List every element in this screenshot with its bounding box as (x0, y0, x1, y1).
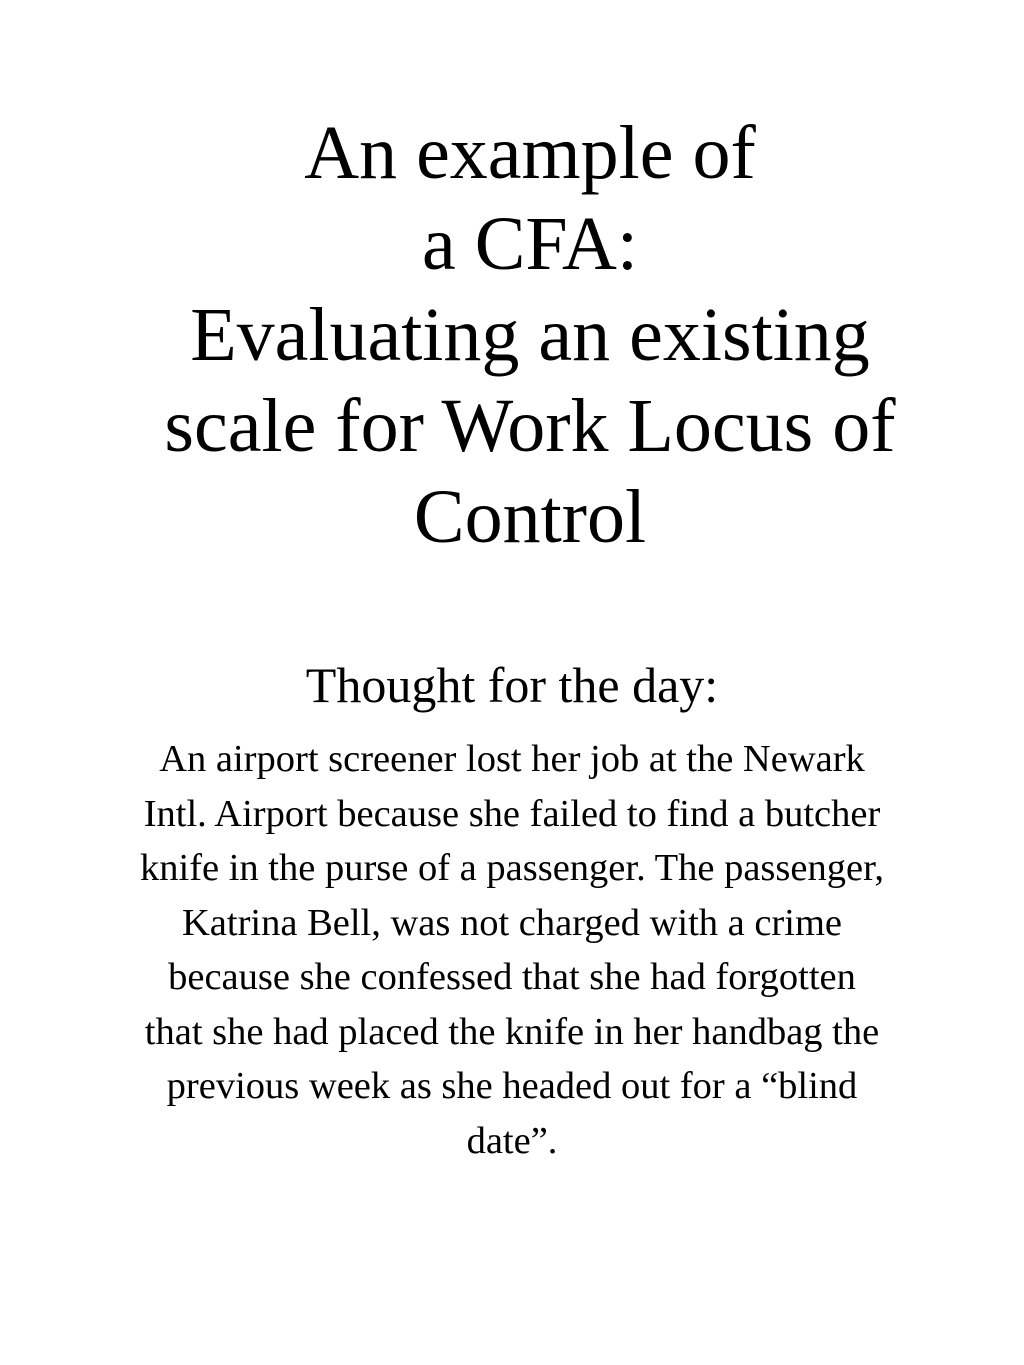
body-line: previous week as she headed out for a “blind (166, 1065, 858, 1107)
title-line: An example of (304, 111, 756, 195)
body-line: that she had placed the knife in her handbag the (144, 1010, 880, 1053)
thought-heading: Thought for the day: (305, 657, 719, 713)
title-line: scale for Work Locus of (164, 384, 896, 468)
title-line: Evaluating an existing (190, 293, 870, 377)
body-line: An airport screener lost her job at the Newark (159, 738, 865, 780)
slide-title (60, 108, 1000, 563)
body-line: Katrina Bell, was not charged with a crime (182, 901, 842, 944)
title-line: a CFA: (421, 202, 639, 286)
body-line: Intl. Airport because she failed to find a butcher (143, 792, 881, 835)
body-line: because she confessed that she had forgotten (168, 956, 856, 998)
thought-body (60, 732, 964, 1168)
body-line: date”. (466, 1119, 558, 1162)
title-line: Control (413, 475, 647, 559)
body-line: knife in the purse of a passenger. The passenger, (140, 847, 884, 889)
